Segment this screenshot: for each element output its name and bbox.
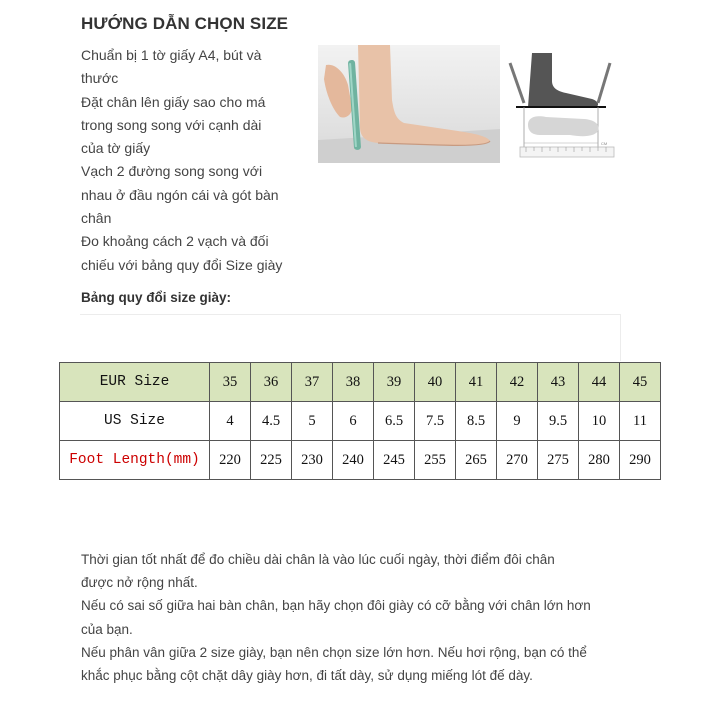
table-cell: 270	[497, 441, 538, 480]
foot-photo-illustration	[318, 45, 500, 163]
table-row-us	[60, 402, 661, 441]
step-line: Đặt chân lên giấy sao cho má	[81, 93, 266, 110]
size-conversion-table	[59, 362, 661, 480]
table-cell: 8.5	[456, 402, 497, 441]
table-cell: 37	[292, 363, 333, 402]
table-cell: 4.5	[251, 402, 292, 441]
table-cell: 42	[497, 363, 538, 402]
note-line: Thời gian tốt nhất để đo chiều dài chân là vào lúc cuối ngày, thời điểm đôi chân	[81, 552, 555, 567]
table-cell: 255	[415, 441, 456, 480]
table-cell: 35	[210, 363, 251, 402]
step-line: của tờ giấy	[81, 140, 151, 157]
table-cell: 4	[210, 402, 251, 441]
note-line: Nếu có sai số giữa hai bàn chân, bạn hãy chọn đôi giày có cỡ bằng với chân lớn hơn	[81, 598, 591, 614]
table-cell: 41	[456, 363, 497, 402]
row-label: US Size	[60, 402, 210, 441]
table-cell: 9	[497, 402, 538, 441]
table-cell: 10	[579, 402, 620, 441]
table-cell: 275	[538, 441, 579, 480]
step-line: trong song song với cạnh dài	[81, 116, 262, 133]
table-cell: 220	[210, 441, 251, 480]
page-title: HƯỚNG DẪN CHỌN SIZE	[81, 14, 289, 33]
row-label: Foot Length(mm)	[60, 441, 210, 480]
size-table-title: Bảng quy đổi size giày:	[81, 290, 232, 305]
table-row-foot-length	[60, 441, 661, 480]
table-frame	[80, 314, 621, 361]
foot-measuring-photo	[318, 45, 500, 163]
table-cell: 5	[292, 402, 333, 441]
table-cell: 6	[333, 402, 374, 441]
table-cell: 230	[292, 441, 333, 480]
table-cell: 36	[251, 363, 292, 402]
note-line: được nở rộng nhất.	[81, 575, 198, 591]
table-cell: 225	[251, 441, 292, 480]
table-cell: 265	[456, 441, 497, 480]
table-cell: 39	[374, 363, 415, 402]
table-cell: 43	[538, 363, 579, 402]
table-cell: 45	[620, 363, 661, 402]
table-cell: 38	[333, 363, 374, 402]
step-line: chân	[81, 210, 112, 227]
table-cell: 6.5	[374, 402, 415, 441]
table-cell: 240	[333, 441, 374, 480]
step-line: thước	[81, 70, 119, 87]
table-cell: 9.5	[538, 402, 579, 441]
row-label: EUR Size	[60, 363, 210, 402]
note-line: khắc phục bằng cột chặt dây giày hơn, đi tất dày, sử dụng miếng lót đế dày.	[81, 668, 533, 684]
step-line: Đo khoảng cách 2 vạch và đối	[81, 233, 269, 250]
table-cell: 7.5	[415, 402, 456, 441]
measuring-steps	[81, 44, 291, 277]
step-line: Chuẩn bị 1 tờ giấy A4, bút và	[81, 47, 262, 63]
step-line: chiếu với bảng quy đổi Size giày	[81, 256, 283, 273]
table-cell: 290	[620, 441, 661, 480]
measuring-notes	[81, 548, 641, 687]
step-line: nhau ở đầu ngón cái và gót bàn	[81, 186, 279, 203]
note-line: Nếu phân vân giữa 2 size giày, bạn nên chọn size lớn hơn. Nếu hơi rộng, bạn có thể	[81, 644, 587, 660]
step-line: Vạch 2 đường song song với	[81, 163, 263, 180]
note-line: của bạn.	[81, 621, 133, 637]
table-cell: 11	[620, 402, 661, 441]
foot-diagram-illustration	[506, 45, 618, 163]
foot-measuring-diagram	[506, 45, 618, 163]
table-cell: 245	[374, 441, 415, 480]
table-cell: 44	[579, 363, 620, 402]
table-row-eur	[60, 363, 661, 402]
table-cell: 280	[579, 441, 620, 480]
ruler-unit-label: CM	[601, 141, 608, 146]
table-cell: 40	[415, 363, 456, 402]
